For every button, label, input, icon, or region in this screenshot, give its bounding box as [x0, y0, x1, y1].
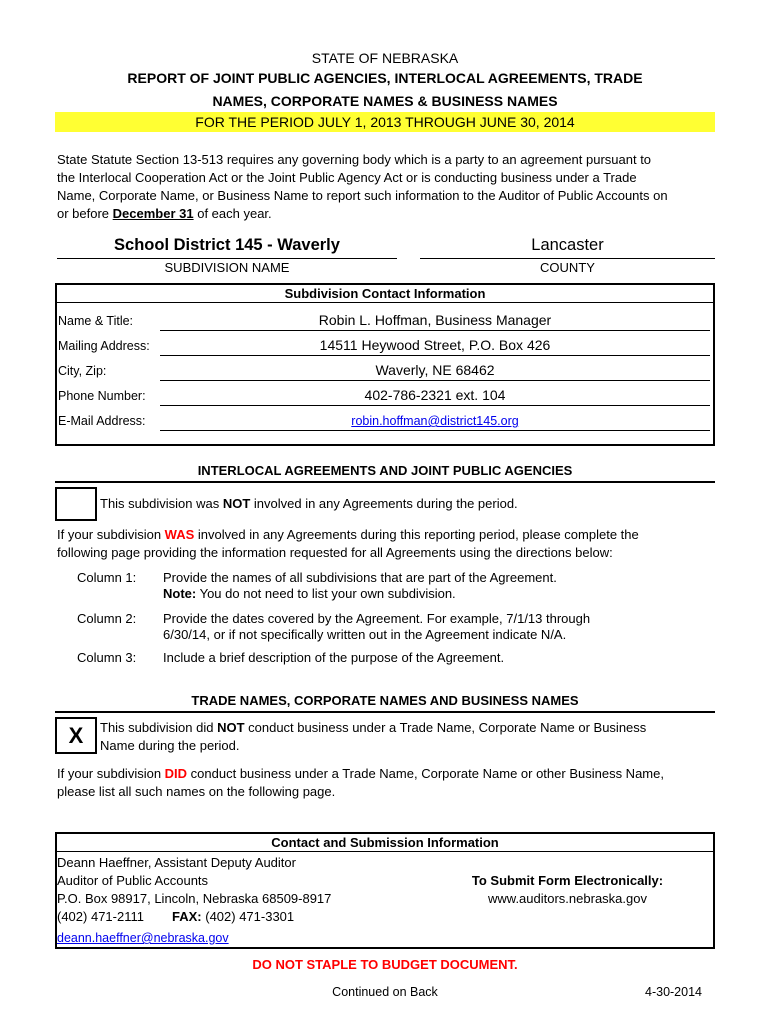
intro-line: State Statute Section 13-513 requires any governing body which is a party to an agreement pursuant to	[57, 152, 652, 167]
interlocal-heading: INTERLOCAL AGREEMENTS AND JOINT PUBLIC AGENCIES	[197, 463, 573, 478]
name-title-label: Name & Title:	[58, 314, 134, 328]
auditor-office: Auditor of Public Accounts	[57, 873, 209, 888]
auditor-email[interactable]	[57, 931, 229, 945]
column3-label: Column 3:	[77, 650, 137, 665]
submit-electronically-label: To Submit Form Electronically:	[471, 873, 664, 888]
trade-instructions: If your subdivision DID conduct business under a Trade Name, Corporate Name or other Business Name, please list all such names on the following page.	[57, 766, 664, 799]
field-underline	[160, 330, 710, 331]
column2-text: Provide the dates covered by the Agreement. For example, 7/1/13 through	[163, 611, 591, 626]
field-underline	[160, 380, 710, 381]
mailing-address-label: Mailing Address:	[58, 339, 150, 353]
column1-label: Column 1:	[77, 570, 137, 585]
field-underline	[160, 430, 710, 431]
contact-heading-divider	[55, 302, 715, 303]
interlocal-check-statement: This subdivision was NOT involved in any Agreements during the period.	[100, 496, 518, 511]
city-zip-value[interactable]: Waverly, NE 68462	[375, 362, 495, 378]
subdivision-name-label: SUBDIVISION NAME	[164, 260, 290, 275]
report-title-line2: NAMES, CORPORATE NAMES & BUSINESS NAMES	[212, 93, 558, 109]
field-underline	[160, 355, 710, 356]
column2-text-line2: 6/30/14, or if not specifically written out in the Agreement indicate N/A.	[163, 627, 567, 642]
field-underline	[160, 405, 710, 406]
report-title-line1: REPORT OF JOINT PUBLIC AGENCIES, INTERLOCAL AGREEMENTS, TRADE	[127, 70, 643, 86]
auditor-name: Deann Haeffner, Assistant Deputy Auditor	[57, 855, 296, 870]
column1-text: Provide the names of all subdivisions that are part of the Agreement.	[163, 570, 557, 585]
trade-names-divider	[55, 711, 715, 713]
subdivision-name-value[interactable]: School District 145 - Waverly	[114, 236, 340, 254]
state-title: STATE OF NEBRASKA	[311, 50, 459, 66]
statute-paragraph	[57, 151, 727, 223]
column3-text: Include a brief description of the purpose of the Agreement.	[163, 650, 505, 665]
auditor-phone-fax: (402) 471-2111 FAX: (402) 471-3301	[57, 909, 295, 924]
auditor-address: P.O. Box 98917, Lincoln, Nebraska 68509-8917	[57, 891, 332, 906]
email-address-label: E-Mail Address:	[58, 414, 146, 428]
form-date: 4-30-2014	[645, 985, 702, 999]
county-label: COUNTY	[540, 260, 595, 275]
county-underline	[420, 258, 715, 259]
continued-on-back: Continued on Back	[332, 985, 438, 999]
intro-line: the Interlocal Cooperation Act or the Joint Public Agency Act or is conducting business under a Trade	[57, 170, 637, 185]
period-banner: FOR THE PERIOD JULY 1, 2013 THROUGH JUNE 30, 2014	[55, 112, 715, 132]
staple-warning: DO NOT STAPLE TO BUDGET DOCUMENT.	[252, 957, 518, 972]
trade-check-statement: This subdivision did NOT conduct business under a Trade Name, Corporate Name or Business Name during the period.	[100, 720, 647, 753]
deadline-date: December 31	[112, 206, 194, 221]
trade-names-heading: TRADE NAMES, CORPORATE NAMES AND BUSINESS NAMES	[191, 693, 579, 708]
submission-heading-divider	[55, 851, 715, 852]
interlocal-instructions: If your subdivision WAS involved in any Agreements during this reporting period, please complete the following page providing the information requested for all Agreements using the directions below:	[57, 527, 639, 560]
name-title-value[interactable]: Robin L. Hoffman, Business Manager	[318, 312, 552, 328]
auditor-contact	[57, 854, 457, 926]
intro-line: or before December 31 of each year.	[57, 206, 272, 221]
email-address-value[interactable]	[160, 414, 710, 428]
trade-names-checkbox[interactable]: X	[55, 717, 97, 754]
phone-number-label: Phone Number:	[58, 389, 146, 403]
submission-heading: Contact and Submission Information	[271, 835, 499, 850]
interlocal-checkbox[interactable]	[55, 487, 97, 521]
county-value[interactable]: Lancaster	[531, 236, 604, 254]
interlocal-divider	[55, 481, 715, 483]
auditor-website[interactable]: www.auditors.nebraska.gov	[488, 891, 647, 906]
subdivision-underline	[57, 258, 397, 259]
phone-number-value[interactable]: 402-786-2321 ext. 104	[364, 387, 506, 403]
column2-label: Column 2:	[77, 611, 137, 626]
email-link[interactable]: robin.hoffman@district145.org	[351, 414, 519, 428]
intro-line: Name, Corporate Name, or Business Name to report such information to the Auditor of Public Accounts on	[57, 188, 668, 203]
auditor-email-link[interactable]: deann.haeffner@nebraska.gov	[57, 931, 229, 945]
column1-note: Note: You do not need to list your own subdivision.	[163, 586, 456, 601]
city-zip-label: City, Zip:	[58, 364, 107, 378]
mailing-address-value[interactable]: 14511 Heywood Street, P.O. Box 426	[319, 337, 551, 353]
contact-heading: Subdivision Contact Information	[284, 286, 486, 301]
